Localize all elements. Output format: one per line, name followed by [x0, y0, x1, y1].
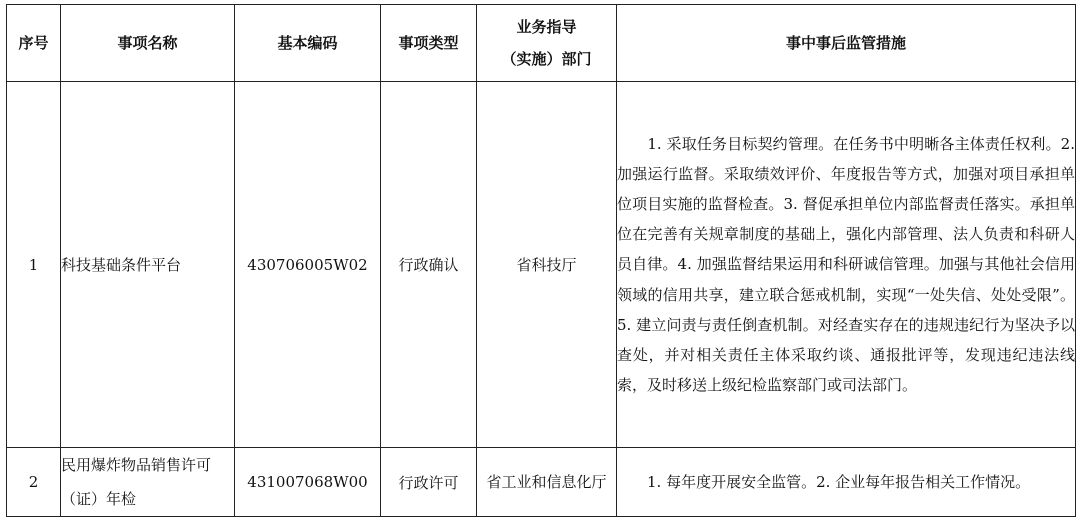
supervision-table	[6, 4, 1076, 517]
cell-type: 行政许可	[381, 448, 477, 517]
header-type: 事项类型	[381, 5, 477, 82]
cell-measures: 1. 每年度开展安全监管。2. 企业每年报告相关工作情况。	[617, 448, 1076, 517]
header-measures: 事中事后监管措施	[617, 5, 1076, 82]
cell-no: 1	[7, 82, 61, 448]
header-code: 基本编码	[235, 5, 381, 82]
table-row	[7, 82, 1076, 448]
header-dept	[477, 5, 617, 82]
cell-dept: 省工业和信息化厅	[477, 448, 617, 517]
header-no: 序号	[7, 5, 61, 82]
header-row	[7, 5, 1076, 82]
cell-dept: 省科技厅	[477, 82, 617, 448]
table-row	[7, 448, 1076, 517]
cell-name: 科技基础条件平台	[61, 82, 235, 448]
cell-type: 行政确认	[381, 82, 477, 448]
cell-code: 430706005W02	[235, 82, 381, 448]
cell-code: 431007068W00	[235, 448, 381, 517]
header-dept-line2: （实施）部门	[501, 50, 592, 68]
header-dept-line1: 业务指导	[516, 18, 577, 36]
cell-no: 2	[7, 448, 61, 517]
cell-name: 民用爆炸物品销售许可（证）年检	[61, 448, 235, 517]
header-name: 事项名称	[61, 5, 235, 82]
cell-measures: 1. 采取任务目标契约管理。在任务书中明晰各主体责任权利。2. 加强运行监督。采取绩效评价、年度报告等方式，加强对项目承担单位项目实施的监督检查。3. 督促承担单位内部监督责任落实。承担单位在完善有关规章制度的基础上，强化内部管理、法人负责和科研人员自律。4. 加强监督结果运用和科研诚信管理。加强与其他社会信用领域的信用共享，建立联合惩戒机制，实现“一处失信、处处受限”。5. 建立问责与责任倒查机制。对经查实存在的违规违纪行为坚决予以查处，并对相关责任主体采取约谈、通报批评等，发现违纪违法线索，及时移送上级纪检监察部门或司法部门。	[617, 82, 1076, 448]
